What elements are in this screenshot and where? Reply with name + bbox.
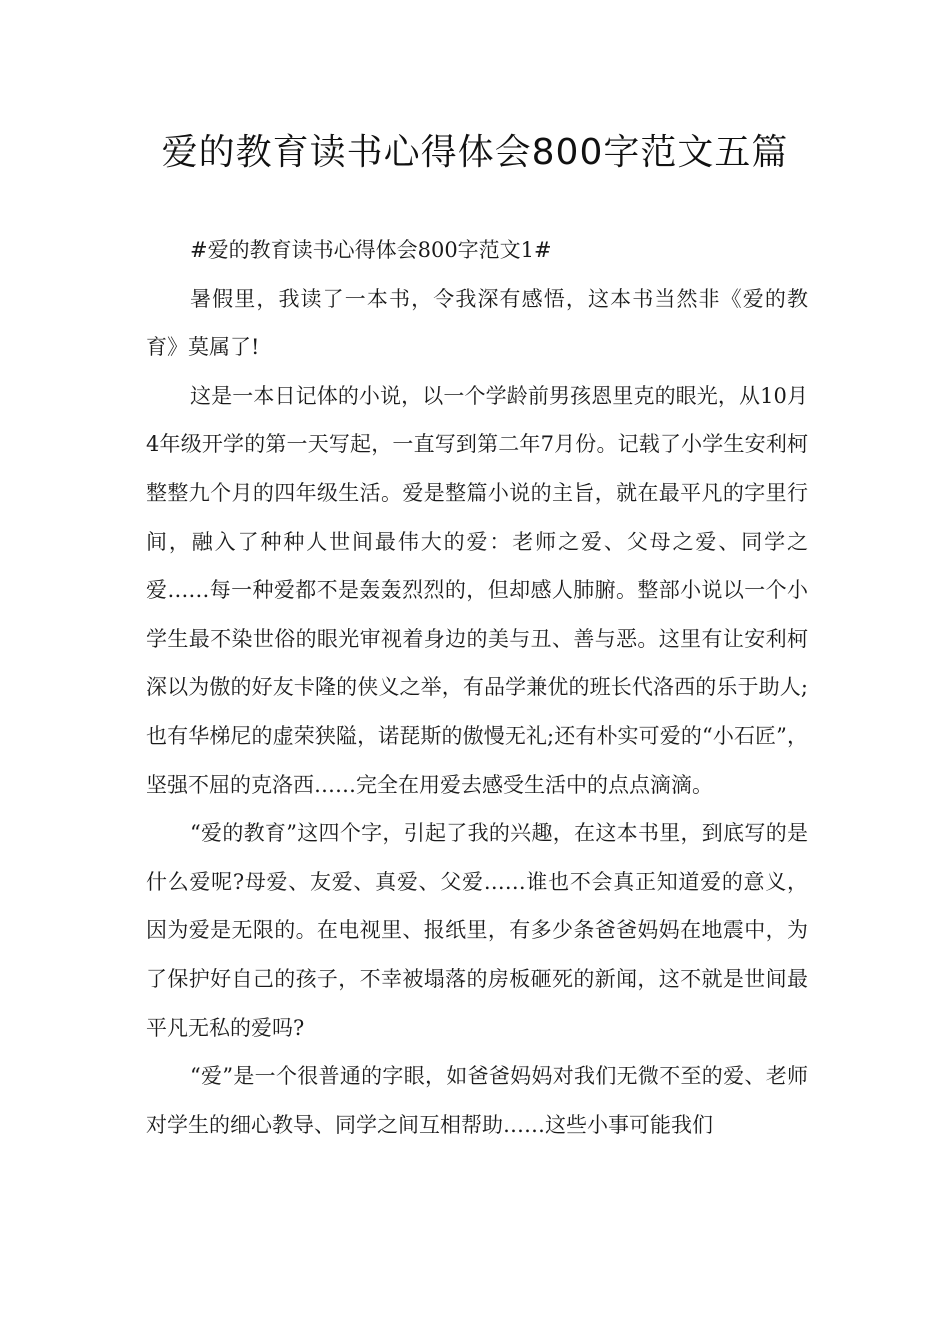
paragraph: “爱的教育”这四个字，引起了我的兴趣，在这本书里，到底写的是什么爱呢?母爱、友爱、真爱、父爱……谁也不会真正知道爱的意义，因为爱是无限的。在电视里、报纸里，有多少条爸爸妈妈在地震中，为了保护好自己的孩子，不幸被塌落的房板砸死的新闻，这不就是世间最平凡无私的爱吗? (146, 821, 808, 1040)
section-heading: #爱的教育读书心得体会800字范文1# (190, 238, 552, 262)
paragraph: “爱”是一个很普通的字眼，如爸爸妈妈对我们无微不至的爱、老师对学生的细心教导、同学之间互相帮助……这些小事可能我们 (146, 1064, 808, 1137)
paragraph: 这是一本日记体的小说，以一个学龄前男孩恩里克的眼光，从10月4年级开学的第一天写起，一直写到第二年7月份。记载了小学生安利柯整整九个月的四年级生活。爱是整篇小说的主旨，就在最平凡的字里行间，融入了种种人世间最伟大的爱：老师之爱、父母之爱、同学之爱……每一种爱都不是轰轰烈烈的，但却感人肺腑。整部小说以一个小学生最不染世俗的眼光审视着身边的美与丑、善与恶。这里有让安利柯深以为傲的好友卡隆的侠义之举，有品学兼优的班长代洛西的乐于助人;也有华梯尼的虚荣狭隘，诺琵斯的傲慢无礼;还有朴实可爱的“小石匠”，坚强不屈的克洛西……完全在用爱去感受生活中的点点滴滴。 (146, 383, 808, 797)
document-title: 爱的教育读书心得体会800字范文五篇 (161, 132, 789, 173)
paragraph: 暑假里，我读了一本书，令我深有感悟，这本书当然非《爱的教育》莫属了! (146, 286, 808, 360)
document-body (146, 226, 808, 1149)
